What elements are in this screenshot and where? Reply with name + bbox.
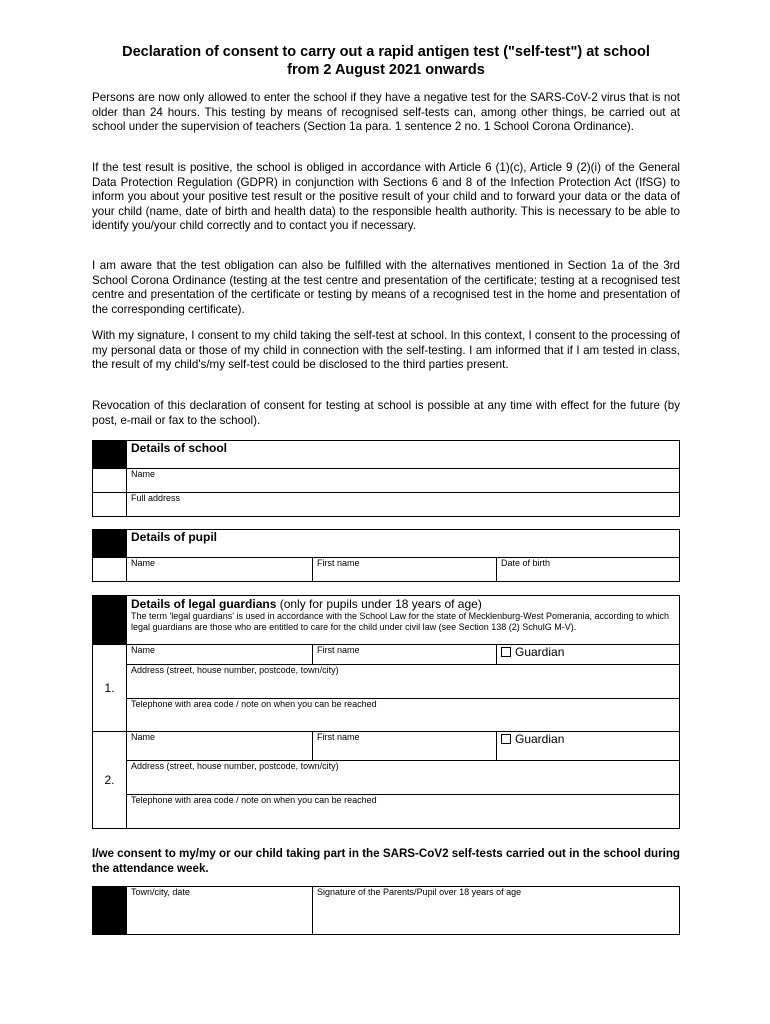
town-date-field[interactable]: [127, 887, 313, 935]
pupil-section-marker: [93, 530, 127, 558]
guardians-section-heading: Details of legal guardians: [131, 597, 277, 611]
school-address-spacer: [93, 493, 127, 517]
guardians-section-heading-suffix: (only for pupils under 18 years of age): [276, 597, 482, 611]
consent-statement: I/we consent to my/my or our child taking part in the SARS-CoV2 self-tests carried out in the school during the attendance week.: [92, 847, 680, 875]
guardian-2-address-field[interactable]: [127, 761, 680, 795]
school-address-label: Full address: [131, 493, 181, 503]
school-name-field[interactable]: [127, 469, 680, 493]
guardian-2-first-name-label: First name: [317, 732, 360, 742]
guardian-1-phone-field[interactable]: [127, 699, 680, 732]
guardians-section-heading-cell: [127, 596, 680, 645]
guardian-2-checkbox-label: Guardian: [515, 732, 565, 746]
pupil-dob-label: Date of birth: [501, 558, 551, 568]
paragraph-revocation: Revocation of this declaration of consent for testing at school is possible at any time with effect for the future (by post, e-mail or fax to the school).: [92, 399, 680, 427]
paragraph-data-protection: If the test result is positive, the school is obliged in accordance with Article 6 (1)(c), Article 9 (2)(i) of the General Data Protection Regulation (GDPR) in conjunction with Sections 6 and 8 of the Infection Protection Act (IfSG) to inform you about your positive test result or the positive result of your child and to forward your data or the data of your child (name, date of birth and health data) to the responsible health authority. This is necessary to be able to identify you/your child correctly and to contact you if necessary.: [92, 161, 680, 233]
guardian-1-checkbox-cell: [497, 645, 680, 665]
guardian-1-checkbox-label: Guardian: [515, 645, 565, 659]
guardian-2-phone-field[interactable]: [127, 795, 680, 829]
guardian-2-checkbox[interactable]: [501, 734, 511, 744]
guardian-2-number: 2.: [93, 732, 127, 829]
school-details-table: [92, 440, 680, 517]
school-name-spacer: [93, 469, 127, 493]
pupil-details-table: [92, 529, 680, 582]
pupil-row-spacer: [93, 558, 127, 582]
guardian-1-name-label: Name: [131, 645, 156, 655]
guardians-section-marker: [93, 596, 127, 645]
school-section-marker: [93, 441, 127, 469]
pupil-section-heading: Details of pupil: [127, 530, 680, 558]
guardian-1-checkbox[interactable]: [501, 647, 511, 657]
signature-field[interactable]: [313, 887, 680, 935]
pupil-first-name-field[interactable]: [313, 558, 497, 582]
guardian-1-first-name-label: First name: [317, 645, 360, 655]
pupil-dob-field[interactable]: [497, 558, 680, 582]
paragraph-signature-consent: With my signature, I consent to my child taking the self-test at school. In this context, I consent to the processing of my personal data or those of my child in connection with the self-testing. I am informed that if I am tested in class, the result of my child's/my self-test could be disclosed to the third parties present.: [92, 329, 680, 372]
document-title: [92, 43, 680, 79]
guardian-1-address-field[interactable]: [127, 665, 680, 699]
signature-table: [92, 886, 680, 935]
paragraph-alternatives: I am aware that the test obligation can also be fulfilled with the alternatives mentioned in Section 1a of the 3rd School Corona Ordinance (testing at the test centre and presentation of the certificate; testing at a recognised test centre and presentation of the certificate or testing by means of a recognised test in the home and presentation of the corresponding certificate).: [92, 259, 680, 316]
guardians-definition-note: The term 'legal guardians' is used in accordance with the School Law for the state of Mecklenburg-West Pomerania, according to which legal guardians are those who are entitled to care for the child under civil law (see Section 138 (2) SchulG M-V).: [131, 611, 670, 632]
guardian-2-phone-label: Telephone with area code / note on when you can be reached: [131, 795, 377, 805]
guardian-2-name-label: Name: [131, 732, 156, 742]
school-name-label: Name: [131, 469, 156, 479]
title-line-1: Declaration of consent to carry out a rapid antigen test ("self-test") at school: [122, 44, 650, 60]
guardian-2-address-label: Address (street, house number, postcode, town/city): [131, 761, 339, 771]
guardian-2-name-field[interactable]: [127, 732, 313, 761]
signature-label: Signature of the Parents/Pupil over 18 years of age: [317, 887, 522, 897]
guardian-1-address-label: Address (street, house number, postcode, town/city): [131, 665, 339, 675]
guardian-1-name-field[interactable]: [127, 645, 313, 665]
title-line-2: from 2 August 2021 onwards: [287, 62, 485, 78]
school-section-heading: Details of school: [127, 441, 680, 469]
guardian-2-first-name-field[interactable]: [313, 732, 497, 761]
pupil-first-name-label: First name: [317, 558, 360, 568]
pupil-name-label: Name: [131, 558, 156, 568]
guardian-1-first-name-field[interactable]: [313, 645, 497, 665]
guardians-details-table: [92, 595, 680, 829]
guardian-1-number: 1.: [93, 645, 127, 732]
school-address-field[interactable]: [127, 493, 680, 517]
town-date-label: Town/city, date: [131, 887, 190, 897]
guardian-1-phone-label: Telephone with area code / note on when you can be reached: [131, 699, 377, 709]
signature-section-marker: [93, 887, 127, 935]
pupil-name-field[interactable]: [127, 558, 313, 582]
guardian-2-checkbox-cell: [497, 732, 680, 761]
paragraph-entry-requirement: Persons are now only allowed to enter the school if they have a negative test for the SARS-CoV-2 virus that is not older than 24 hours. This testing by means of recognised self-tests can, among other things, be carried out at school under the supervision of teachers (Section 1a para. 1 sentence 2 no. 1 School Corona Ordinance).: [92, 91, 680, 134]
